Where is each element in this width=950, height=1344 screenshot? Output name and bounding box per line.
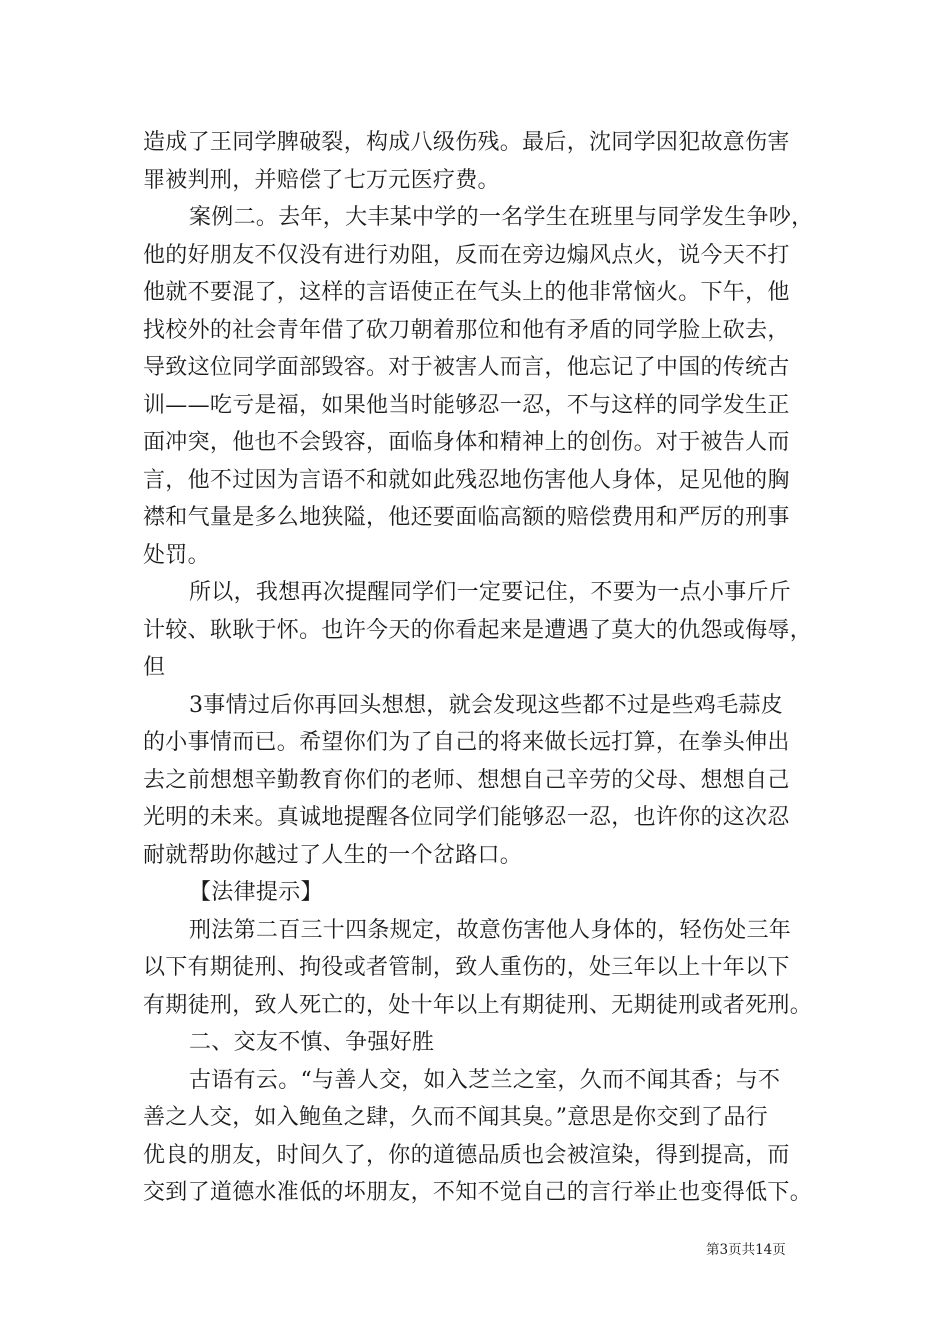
page-number: 第3页共14页 — [706, 1242, 786, 1258]
text-line: 刑法第二百三十四条规定，故意伤害他人身体的，轻伤处三年 — [189, 917, 792, 943]
text-line: 以下有期徒刑、拘役或者管制，致人重伤的，处三年以上十年以下 — [143, 955, 790, 980]
text-line: 光明的未来。真诚地提醒各位同学们能够忍一忍，也许你的这次忍 — [143, 805, 790, 830]
text-line: 古语有云。“与善人交，如入芝兰之室，久而不闻其香；与不 — [189, 1067, 781, 1093]
text-line: 耐就帮助你越过了人生的一个岔路口。 — [143, 842, 523, 868]
text-line: 造成了王同学脾破裂，构成八级伤残。最后，沈同学因犯故意伤害 — [143, 130, 790, 155]
text-line: 善之人交，如入鲍鱼之肆，久而不闻其臭。”意思是你交到了品行 — [143, 1105, 768, 1130]
text-line: 优良的朋友，时间久了，你的道德品质也会被渲染，得到提高，而 — [143, 1142, 790, 1168]
text-line: 有期徒刑，致人死亡的，处十年以上有期徒刑、无期徒刑或者死刑。 — [143, 992, 813, 1018]
text-line: 交到了道德水准低的坏朋友，不知不觉自己的言行举止也变得低下。 — [143, 1180, 813, 1205]
text-line: 找校外的社会青年借了砍刀朝着那位和他有矛盾的同学脸上砍去， — [143, 317, 790, 343]
text-line: 的小事情而已。希望你们为了自己的将来做长远打算，在拳头伸出 — [143, 730, 790, 755]
text-line: 案例二。去年，大丰某中学的一名学生在班里与同学发生争吵， — [189, 205, 814, 230]
text-line: 3事情过后你再回头想想，就会发现这些都不过是些鸡毛蒜皮 — [189, 692, 784, 718]
text-line: 导致这位同学面部毁容。对于被害人而言，他忘记了中国的传统古 — [143, 355, 790, 380]
text-line: 所以，我想再次提醒同学们一定要记住，不要为一点小事斤斤 — [189, 580, 792, 605]
text-line: 面冲突，他也不会毁容，面临身体和精神上的创伤。对于被告人而 — [143, 430, 790, 455]
section-heading: 二、交友不慎、争强好胜 — [189, 1030, 435, 1055]
text-line: 但 — [143, 655, 166, 680]
text-line: 他就不要混了，这样的言语使正在气头上的他非常恼火。下午，他 — [143, 280, 790, 305]
text-line: 去之前想想辛勤教育你们的老师、想想自己辛劳的父母、想想自己 — [143, 767, 790, 793]
text-line: 处罚。 — [143, 542, 210, 568]
text-line: 言，他不过因为言语不和就如此残忍地伤害他人身体，足见他的胸 — [143, 467, 790, 493]
document-body — [143, 124, 823, 1212]
section-heading: 【法律提示】 — [189, 880, 323, 905]
text-line: 他的好朋友不仅没有进行劝阻，反而在旁边煽风点火，说今天不打 — [143, 242, 790, 268]
text-line: 训——吃亏是福，如果他当时能够忍一忍，不与这样的同学发生正 — [143, 392, 790, 418]
text-line: 罪被判刑，并赔偿了七万元医疗费。 — [143, 167, 500, 193]
text-line: 计较、耿耿于怀。也许今天的你看起来是遭遇了莫大的仇怨或侮辱， — [143, 617, 813, 643]
text-line: 襟和气量是多么地狭隘，他还要面临高额的赔偿费用和严厉的刑事 — [143, 505, 790, 530]
